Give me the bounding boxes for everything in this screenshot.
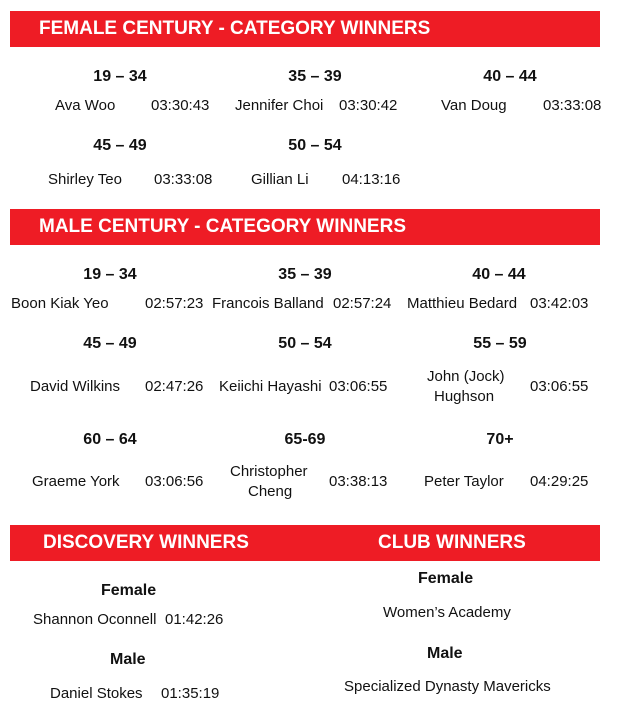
category-label: 65-69 <box>284 431 326 448</box>
winner-name: Jennifer Choi <box>235 97 324 114</box>
winner-name: Boon Kiak Yeo <box>11 295 109 312</box>
winner-name-line2: Hughson <box>434 388 495 405</box>
discovery-title: DISCOVERY WINNERS <box>43 532 249 553</box>
winner-name: Van Doug <box>441 97 507 114</box>
winner-time: 02:47:26 <box>145 378 204 395</box>
winner-time: 03:38:13 <box>329 473 388 490</box>
female-century-banner <box>10 11 600 47</box>
club-male-name: Specialized Dynasty Mavericks <box>344 678 551 695</box>
winner-name: Graeme York <box>32 473 120 490</box>
category-label: 35 – 39 <box>278 266 332 283</box>
winner-time: 03:33:08 <box>543 97 602 114</box>
discovery-club-banner <box>10 525 600 561</box>
winner-name-line1: Christopher <box>230 463 308 480</box>
winner-name: Peter Taylor <box>424 473 504 490</box>
male-century-banner <box>10 209 600 245</box>
category-label: 50 – 54 <box>288 137 342 154</box>
winner-time: 03:30:42 <box>339 97 398 114</box>
category-label: 50 – 54 <box>278 335 332 352</box>
club-title: CLUB WINNERS <box>378 532 526 553</box>
club-female-name: Women’s Academy <box>383 604 511 621</box>
winner-time: 03:06:55 <box>530 378 589 395</box>
category-label: 60 – 64 <box>83 431 137 448</box>
category-label: 45 – 49 <box>93 137 147 154</box>
male-century-title: MALE CENTURY - CATEGORY WINNERS <box>39 216 406 237</box>
discovery-female-time: 01:42:26 <box>165 611 224 628</box>
winner-time: 03:33:08 <box>154 171 213 188</box>
winner-time: 03:06:56 <box>145 473 204 490</box>
winner-name: Francois Balland <box>212 295 324 312</box>
winner-time: 02:57:23 <box>145 295 204 312</box>
winner-name: Matthieu Bedard <box>407 295 518 312</box>
winner-name: Gillian Li <box>251 171 309 188</box>
category-label: 40 – 44 <box>472 266 526 283</box>
winner-name: Keiichi Hayashi <box>219 378 322 395</box>
winner-time: 03:06:55 <box>329 378 388 395</box>
winner-time: 04:13:16 <box>342 171 401 188</box>
club-male-label: Male <box>427 645 463 662</box>
category-label: 40 – 44 <box>483 68 537 85</box>
winner-time: 02:57:24 <box>333 295 392 312</box>
winner-time: 04:29:25 <box>530 473 589 490</box>
winner-name-line1: John (Jock) <box>427 368 505 385</box>
discovery-female-label: Female <box>101 582 157 599</box>
club-female-label: Female <box>418 570 474 587</box>
category-label: 19 – 34 <box>83 266 137 283</box>
winner-name: Shirley Teo <box>48 171 122 188</box>
category-label: 70+ <box>486 431 514 448</box>
female-century-title: FEMALE CENTURY - CATEGORY WINNERS <box>39 18 431 39</box>
discovery-male-name: Daniel Stokes <box>50 685 143 702</box>
winner-name: David Wilkins <box>30 378 121 395</box>
category-label: 55 – 59 <box>473 335 527 352</box>
winner-name-line2: Cheng <box>248 483 293 500</box>
category-label: 19 – 34 <box>93 68 147 85</box>
category-label: 45 – 49 <box>83 335 137 352</box>
discovery-male-label: Male <box>110 651 146 668</box>
category-label: 35 – 39 <box>288 68 342 85</box>
discovery-male-time: 01:35:19 <box>161 685 220 702</box>
winner-time: 03:42:03 <box>530 295 589 312</box>
winner-name: Ava Woo <box>55 97 116 114</box>
discovery-female-name: Shannon Oconnell <box>33 611 157 628</box>
winner-time: 03:30:43 <box>151 97 210 114</box>
